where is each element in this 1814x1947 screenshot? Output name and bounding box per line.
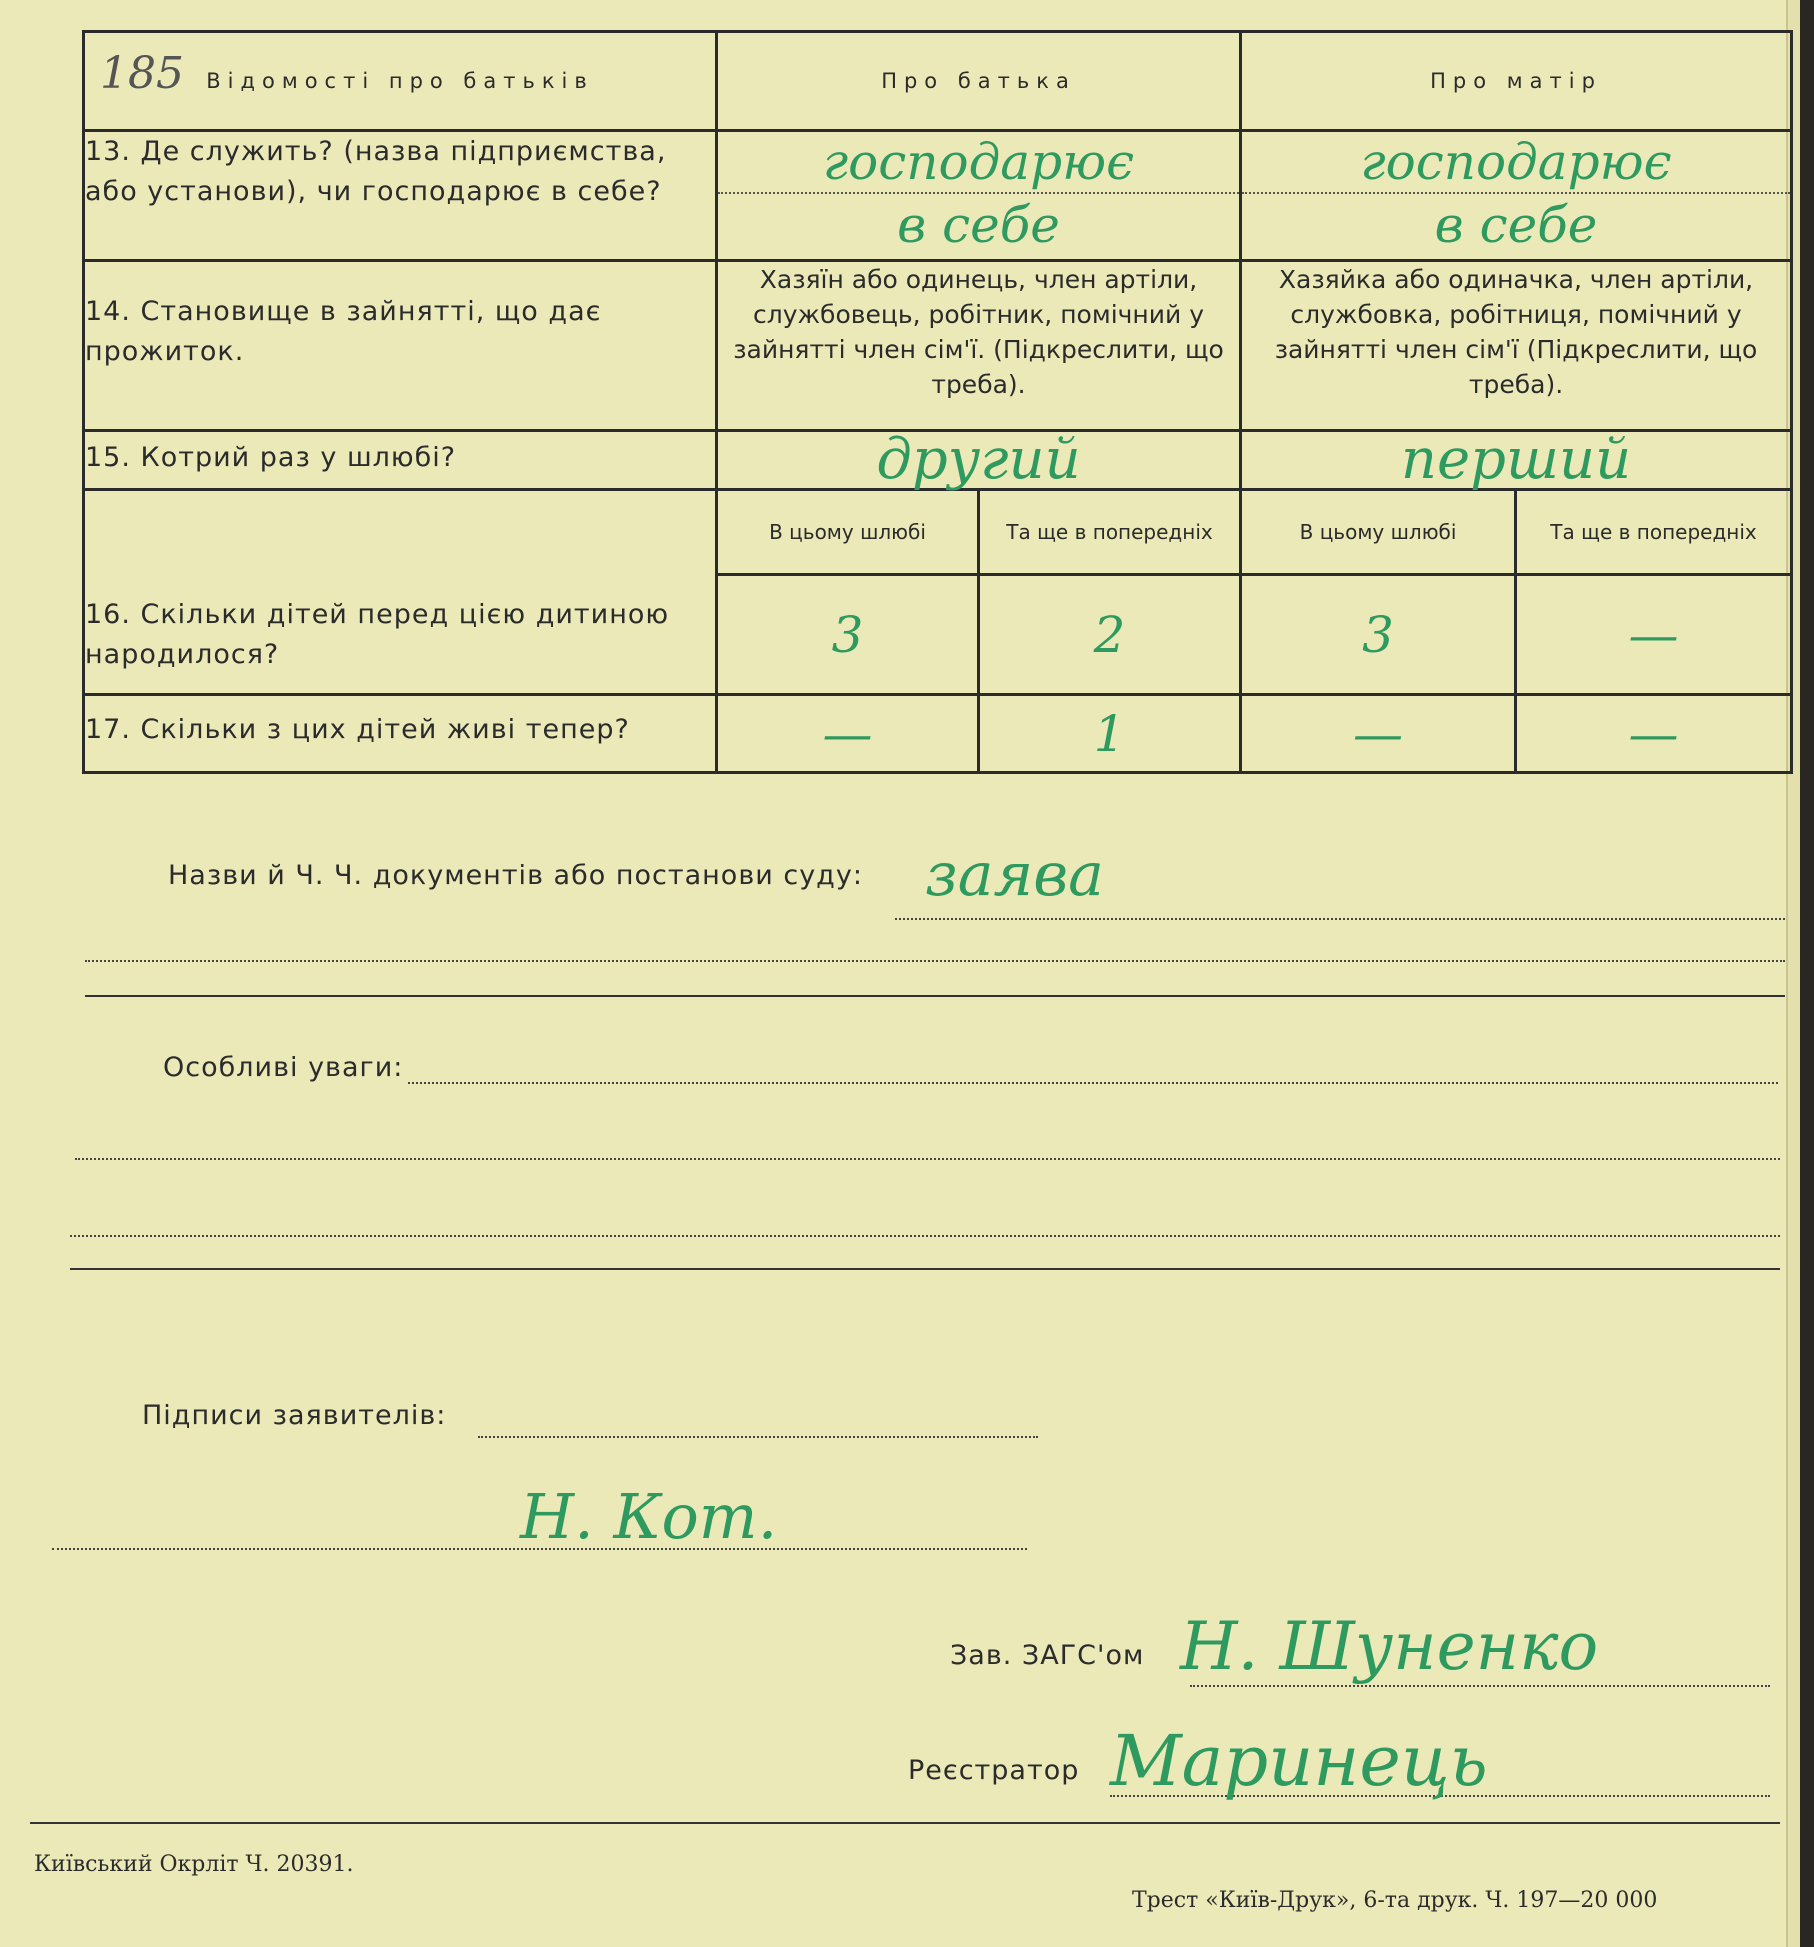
q13-father-answer — [717, 131, 1241, 261]
footer-left: Київський Окрліт Ч. 20391. — [34, 1852, 354, 1877]
q16-mother-prev: — — [1516, 575, 1792, 695]
q16-mother-sub-this: В цьому шлюбі — [1241, 490, 1516, 575]
documents-dotted-line — [895, 918, 1785, 920]
signatures-label: Підписи заявителів: — [142, 1400, 447, 1431]
zags-signature-line — [1190, 1685, 1770, 1687]
q17-father-this: — — [717, 695, 979, 773]
notes-rule — [70, 1268, 1780, 1270]
q13-label: 13. Де служить? (назва підприємства, або установи), чи господарює в себе? — [84, 131, 717, 261]
corner-page-number: 185 — [100, 48, 184, 99]
row-15 — [84, 431, 1792, 490]
registrar-label: Реєстратор — [908, 1755, 1080, 1786]
row-17 — [84, 695, 1792, 773]
q16-mother-sub-prev: Та ще в попередніх — [1516, 490, 1792, 575]
row-16-subheader — [84, 490, 1792, 575]
footer-right: Трест «Київ-Друк», 6-та друк. Ч. 197—20 000 — [1132, 1888, 1658, 1913]
table-header-row — [84, 32, 1792, 131]
zags-signature: Н. Шуненко — [1180, 1608, 1599, 1685]
q15-father-answer: другий — [717, 431, 1241, 490]
q17-mother-prev: — — [1516, 695, 1792, 773]
q16-father-this: 3 — [717, 575, 979, 695]
q16-father-sub-this: В цьому шлюбі — [717, 490, 979, 575]
row-14 — [84, 261, 1792, 431]
q14-label: 14. Становище в зайнятті, що дає прожиток. — [84, 261, 717, 431]
row-13 — [84, 131, 1792, 261]
parents-info-table — [82, 30, 1793, 774]
signatures-value: Н. Кот. — [520, 1480, 778, 1553]
q13-mother-line1: господарює — [1242, 132, 1790, 194]
documents-line-2 — [85, 960, 1785, 962]
notes-line-2 — [75, 1158, 1780, 1160]
q13-father-line1: господарює — [718, 132, 1239, 194]
bottom-rule — [30, 1822, 1780, 1824]
q13-father-line2: в себе — [897, 196, 1060, 254]
q16-label: 16. Скільки дітей перед цією дитиною народилося? — [84, 490, 717, 695]
notes-line-3 — [70, 1235, 1780, 1237]
q13-mother-answer — [1241, 131, 1792, 261]
signatures-line-1 — [478, 1436, 1038, 1438]
q17-mother-this: — — [1241, 695, 1516, 773]
notes-label: Особливі уваги: — [163, 1052, 404, 1083]
documents-label: Назви й Ч. Ч. документів або постанови суду: — [168, 860, 863, 891]
zags-label: Зав. ЗАГС'ом — [950, 1640, 1145, 1671]
q17-father-prev: 1 — [979, 695, 1241, 773]
q16-father-prev: 2 — [979, 575, 1241, 695]
q15-mother-answer: перший — [1241, 431, 1792, 490]
notes-line-1 — [408, 1082, 1778, 1084]
documents-rule — [85, 995, 1785, 997]
q16-mother-this: 3 — [1241, 575, 1516, 695]
q14-mother-options: Хазяйка або одиначка, член артіли, службовка, робітниця, помічний у зайнятті член сім'ї (Підкреслити, що треба). — [1241, 261, 1792, 431]
q15-label: 15. Котрий раз у шлюбі? — [84, 431, 717, 490]
header-father: Про батька — [717, 32, 1241, 131]
q14-father-options: Хазяїн або одинець, член артіли, службовець, робітник, помічний у зайнятті член сім'ї. (Підкреслити, що треба). — [717, 261, 1241, 431]
header-info: Відомості про батьків — [84, 32, 717, 131]
documents-value: заява — [925, 840, 1104, 910]
header-mother: Про матір — [1241, 32, 1792, 131]
q13-mother-line2: в себе — [1434, 196, 1598, 254]
q17-label: 17. Скільки з цих дітей живі тепер? — [84, 695, 717, 773]
q16-father-sub-prev: Та ще в попередніх — [979, 490, 1241, 575]
registrar-signature: Маринець — [1110, 1720, 1488, 1802]
